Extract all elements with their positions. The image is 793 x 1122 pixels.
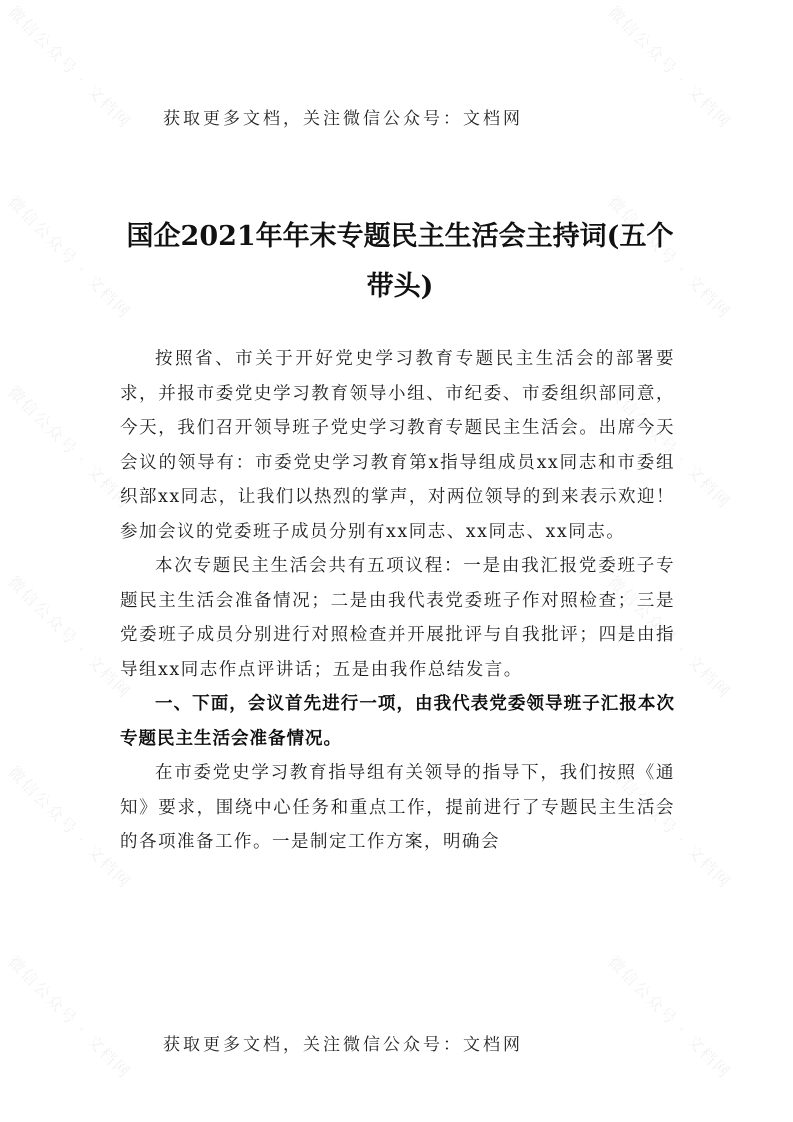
watermark: 微信公众号 · 文档网 <box>4 382 135 513</box>
watermark: 微信公众号 · 文档网 <box>4 2 135 133</box>
document-title: 国企2021年年末专题民主生活会主持词(五个带头) <box>126 221 674 302</box>
watermark: 微信公众号 · 文档网 <box>604 762 735 893</box>
paragraph-agenda: 本次专题民主生活会共有五项议程：一是由我汇报党委班子专题民主生活会准备情况；二是由我代表党委班子作对照检查；三是党委班子成员分别进行对照检查并开展批评与自我批评；四是由指导组xx同志作点评讲话；五是由我作总结发言。 <box>120 556 675 680</box>
watermark: 微信公众号 · 文档网 <box>604 952 735 1083</box>
watermark: 微信公众号 · 文档网 <box>604 572 735 703</box>
watermark: 微信公众号 · 文档网 <box>604 382 735 513</box>
footer-note: 获取更多文档，关注微信公众号：文档网 <box>163 1035 523 1055</box>
document-body <box>120 342 675 860</box>
watermark: 微信公众号 · 文档网 <box>4 572 135 703</box>
paragraph-preparation: 在市委党史学习教育指导组有关领导的指导下，我们按照《通知》要求，围绕中心任务和重点工作，提前进行了专题民主生活会的各项准备工作。一是制定工作方案，明确会 <box>120 763 675 852</box>
watermark: 微信公众号 · 文档网 <box>604 192 735 323</box>
section-heading: 一、下面，会议首先进行一项，由我代表党委领导班子汇报本次专题民主生活会准备情况。 <box>120 694 675 749</box>
watermark: 微信公众号 · 文档网 <box>4 952 135 1083</box>
watermark: 微信公众号 · 文档网 <box>4 192 135 323</box>
watermark: 微信公众号 · 文档网 <box>4 762 135 893</box>
header-note: 获取更多文档，关注微信公众号：文档网 <box>163 109 523 129</box>
watermark: 微信公众号 · 文档网 <box>604 2 735 133</box>
paragraph-intro: 按照省、市关于开好党史学习教育专题民主生活会的部署要求，并报市委党史学习教育领导小组、市纪委、市委组织部同意，今天，我们召开领导班子党史学习教育专题民主生活会。出席今天会议的领导有：市委党史学习教育第x指导组成员xx同志和市委组织部xx同志，让我们以热烈的掌声，对两位领导的到来表示欢迎！参加会议的党委班子成员分别有xx同志、xx同志、xx同志。 <box>120 349 675 542</box>
